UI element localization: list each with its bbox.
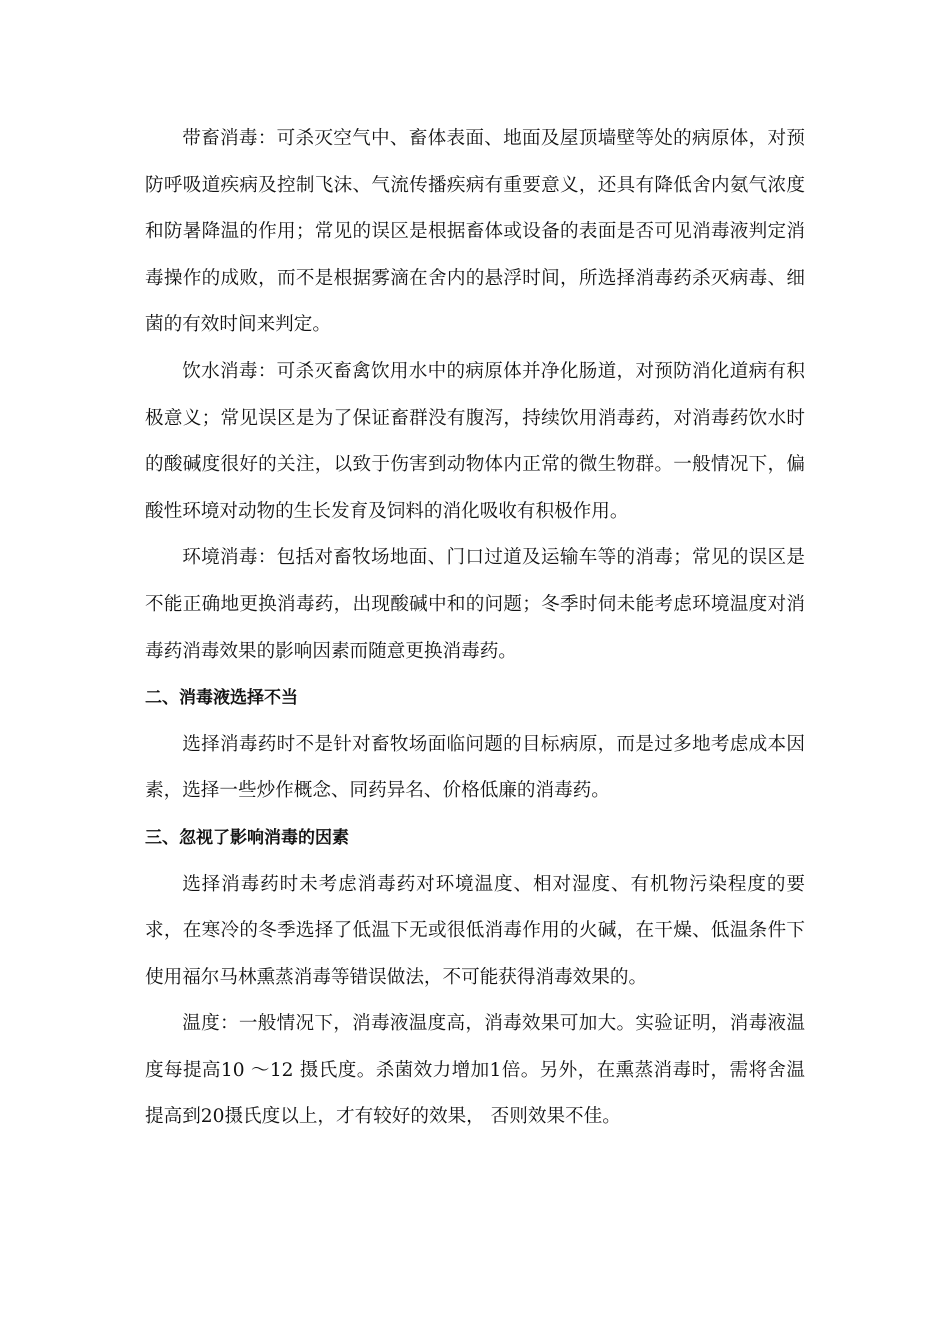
paragraph-temperature: 温度：一般情况下，消毒液温度高，消毒效果可加大。实验证明，消毒液温度每提高10 ～12 摄氏度。杀菌效力增加1倍。另外，在熏蒸消毒时，需将舍温提高到20摄氏度以上，才有较好的效果， 否则效果不佳。 xyxy=(145,1013,805,1128)
paragraph-environment-disinfection: 环境消毒：包括对畜牧场地面、门口过道及运输车等的消毒；常见的误区是不能正确地更换消毒药，出现酸碱中和的问题；冬季时伺未能考虑环境温度对消毒药消毒效果的影响因素而随意更换消毒药。 xyxy=(145,547,805,662)
section-heading-3: 三、忽视了影响消毒的因素 xyxy=(145,827,349,848)
paragraph-livestock-disinfection: 带畜消毒：可杀灭空气中、畜体表面、地面及屋顶墙壁等处的病原体，对预防呼吸道疾病及控制飞沫、气流传播疾病有重要意义，还具有降低舍内氨气浓度和防暑降温的作用；常见的误区是根据畜体或设备的表面是否可见消毒液判定消毒操作的成败，而不是根据雾滴在舍内的悬浮时间，所选择消毒药杀灭病毒、细菌的有效时间来判定。 xyxy=(145,128,805,336)
paragraph-water-disinfection: 饮水消毒：可杀灭畜禽饮用水中的病原体并净化肠道，对预防消化道病有积极意义；常见误区是为了保证畜群没有腹泻，持续饮用消毒药，对消毒药饮水时的酸碱度很好的关注，以致于伤害到动物体内正常的微生物群。一般情况下，偏酸性环境对动物的生长发育及饲料的消化吸收有积极作用。 xyxy=(145,360,805,522)
paragraph-disinfectant-choice: 选择消毒药时不是针对畜牧场面临问题的目标病原，而是过多地考虑成本因素，选择一些炒作概念、同药异名、价格低廉的消毒药。 xyxy=(145,733,805,802)
paragraph-ignored-factors: 选择消毒药时未考虑消毒药对环境温度、相对湿度、有机物污染程度的要求，在寒冷的冬季选择了低温下无或很低消毒作用的火碱，在干燥、低温条件下使用福尔马林熏蒸消毒等错误做法，不可能获得消毒效果的。 xyxy=(145,873,805,988)
section-heading-2: 二、消毒液选择不当 xyxy=(145,688,298,709)
document-page xyxy=(145,116,805,1141)
